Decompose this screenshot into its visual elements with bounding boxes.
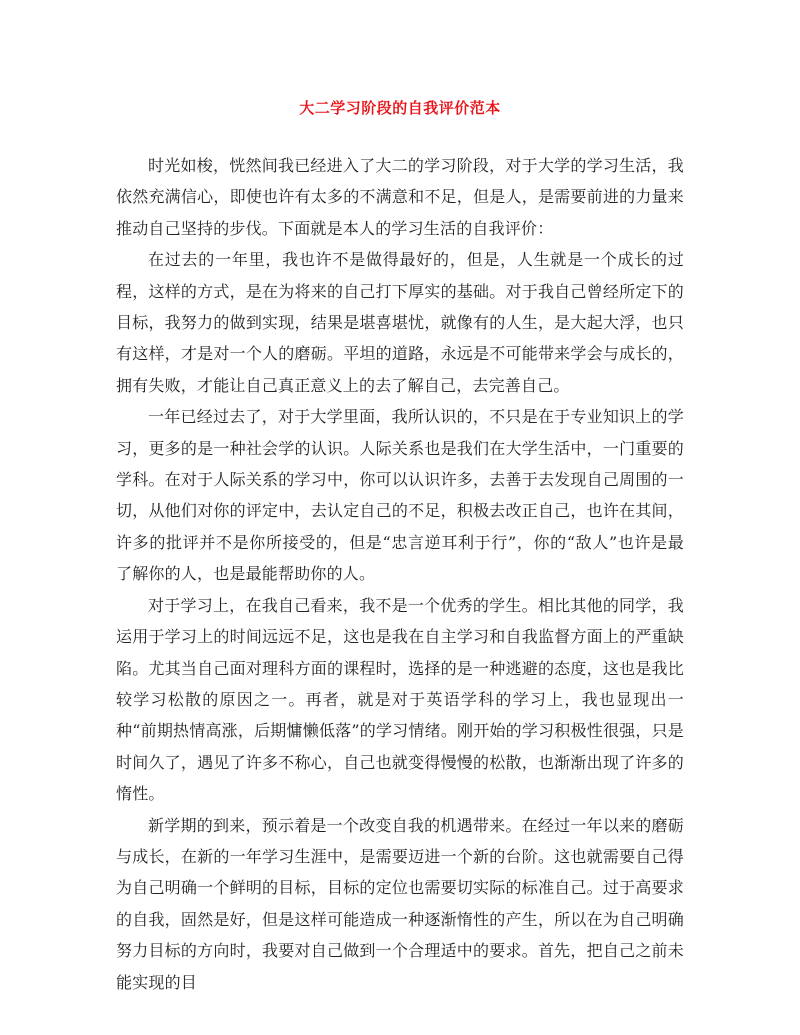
paragraph-3: 一年已经过去了，对于大学里面，我所认识的，不只是在于专业知识上的学习，更多的是一种社会学的认识。人际关系也是我们在大学生活中，一门重要的学科。在对于人际关系的学习中，你可以认识许多，去善于去发现自己周围的一切，从他们对你的评定中，去认定自己的不足，积极去改正自己，也许在其间，许多的批评并不是你所接受的，但是“忠言逆耳利于行”，你的“敌人”也许是最了解你的人，也是最能帮助你的人。 bbox=[116, 407, 684, 584]
document-body bbox=[116, 150, 684, 998]
paragraph-2: 在过去的一年里，我也许不是做得最好的，但是，人生就是一个成长的过程，这样的方式，是在为将来的自己打下厚实的基础。对于我自己曾经所定下的目标，我努力的做到实现，结果是堪喜堪忧，就像有的人生，是大起大浮，也只有这样，才是对一个人的磨砺。平坦的道路，永远是不可能带来学会与成长的，拥有失败，才能让自己真正意义上的去了解自己，去完善自己。 bbox=[116, 250, 684, 395]
paragraph-5: 新学期的到来，预示着是一个改变自我的机遇带来。在经过一年以来的磨砺与成长，在新的一年学习生涯中，是需要迈进一个新的台阶。这也就需要自己得为自己明确一个鲜明的目标，目标的定位也需要切实际的标准自己。过于高要求的自我，固然是好，但是这样可能造成一种逐渐惰性的产生，所以在为自己明确努力目标的方向时，我要对自己做到一个合理适中的要求。首先，把自己之前未能实现的目 bbox=[116, 815, 684, 992]
document-title: 大二学习阶段的自我评价范本 bbox=[299, 99, 501, 117]
paragraph-4: 对于学习上，在我自己看来，我不是一个优秀的学生。相比其他的同学，我运用于学习上的时间远远不足，这也是我在自主学习和自我监督方面上的严重缺陷。尤其当自己面对理科方面的课程时，选择的是一种逃避的态度，这也是我比较学习松散的原因之一。再者，就是对于英语学科的学习上，我也显现出一种“前期热情高涨，后期慵懒低落”的学习情绪。刚开始的学习积极性很强，只是时间久了，遇见了许多不称心，自己也就变得慢慢的松散，也渐渐出现了许多的惰性。 bbox=[116, 595, 684, 804]
paragraph-1: 时光如梭，恍然间我已经进入了大二的学习阶段，对于大学的学习生活，我依然充满信心，即使也许有太多的不满意和不足，但是人，是需要前进的力量来推动自己坚持的步伐。下面就是本人的学习生活的自我评价： bbox=[116, 156, 684, 238]
